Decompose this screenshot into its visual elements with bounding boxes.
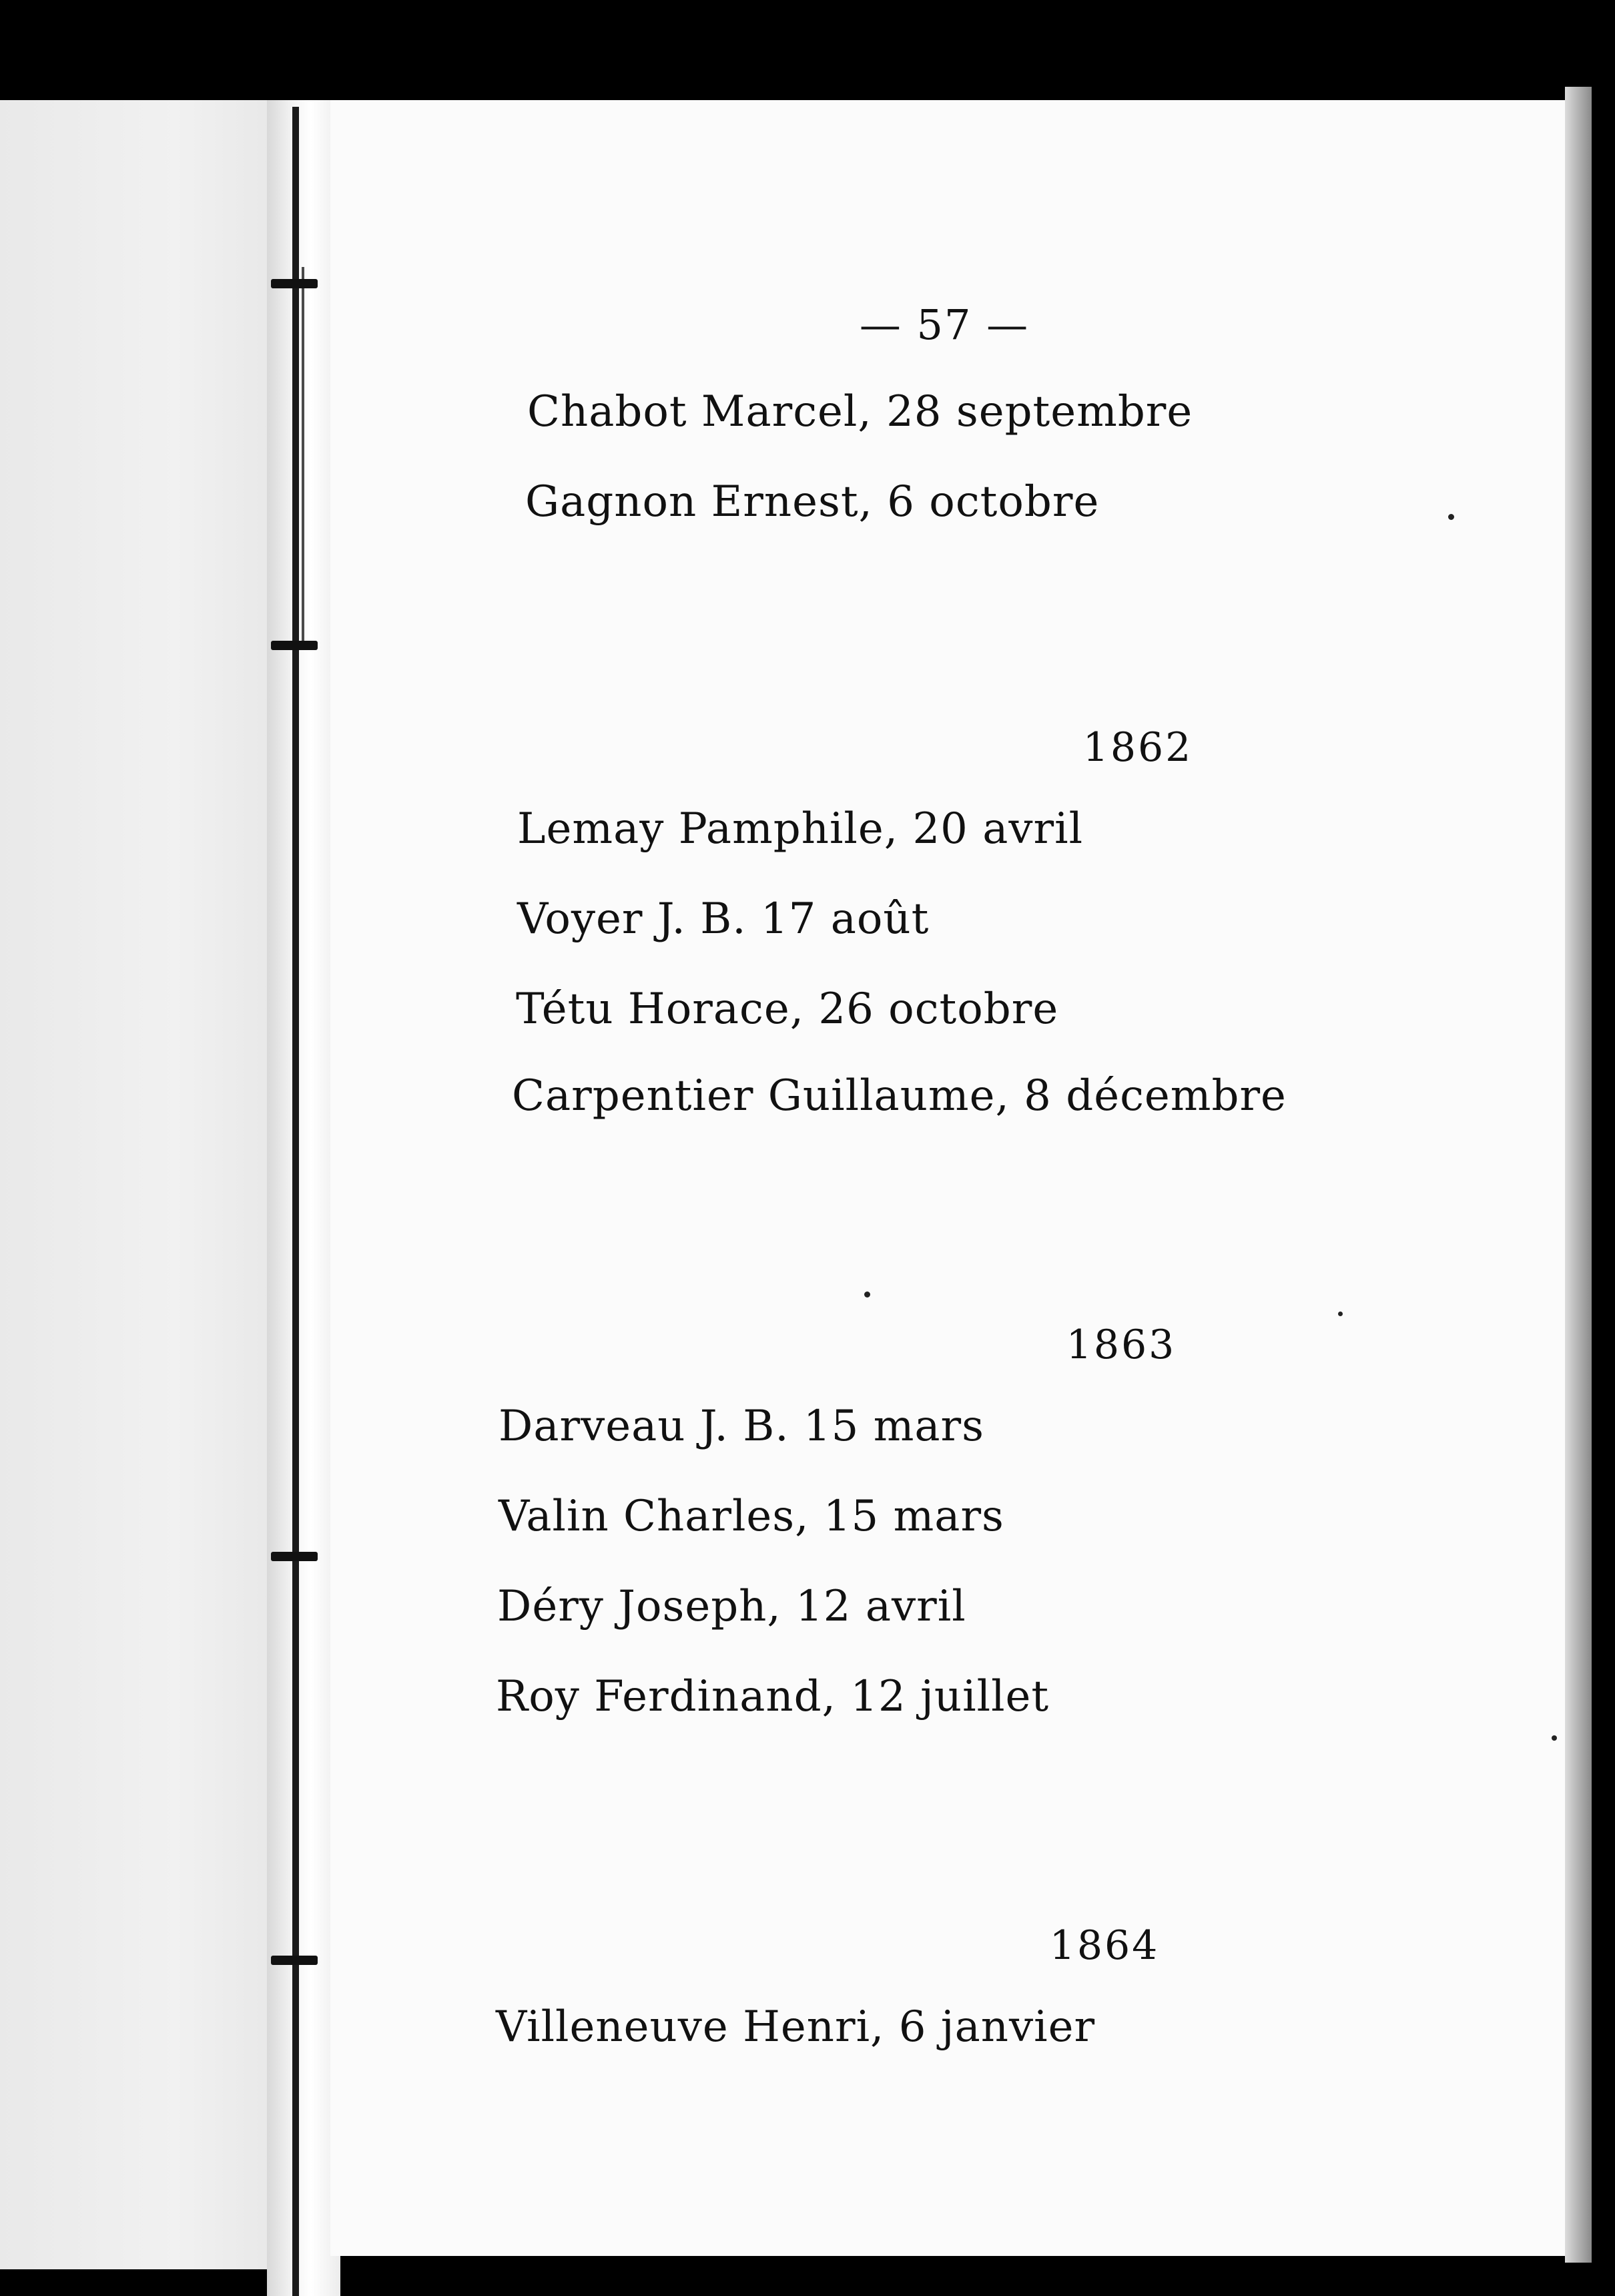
burial-entry: Déry Joseph, 12 avril — [497, 1582, 966, 1631]
page-edge-shadow — [1565, 87, 1592, 2263]
document-page — [330, 100, 1568, 2256]
burial-entry: Voyer J. B. 17 août — [517, 894, 930, 944]
burial-entry: Carpentier Guillaume, 8 décembre — [512, 1071, 1287, 1121]
binding-stitch — [271, 641, 318, 650]
print-speck — [1338, 1312, 1343, 1316]
burial-entry: Darveau J. B. 15 mars — [499, 1402, 984, 1451]
burial-entry: Chabot Marcel, 28 septembre — [527, 387, 1193, 437]
binding-thread-strand — [302, 267, 304, 641]
print-speck — [1448, 514, 1454, 520]
year-heading: 1864 — [1049, 1922, 1160, 1969]
binding-thread — [292, 107, 299, 2296]
print-speck — [864, 1292, 870, 1298]
binding-stitch — [271, 1956, 318, 1965]
binding-stitch — [271, 279, 318, 288]
burial-entry: Lemay Pamphile, 20 avril — [517, 804, 1084, 854]
binding-stitch — [271, 1552, 318, 1561]
burial-entry: Villeneuve Henri, 6 janvier — [496, 2002, 1096, 2052]
burial-entry: Tétu Horace, 26 octobre — [516, 984, 1059, 1034]
print-speck — [1552, 1735, 1557, 1741]
page-number: — 57 — — [859, 300, 1030, 349]
burial-entry: Gagnon Ernest, 6 octobre — [525, 477, 1100, 527]
burial-entry: Valin Charles, 15 mars — [499, 1492, 1004, 1541]
year-heading: 1862 — [1082, 724, 1193, 771]
year-heading: 1863 — [1066, 1322, 1177, 1368]
burial-entry: Roy Ferdinand, 12 juillet — [496, 1672, 1050, 1721]
previous-page-edge — [0, 100, 294, 2269]
